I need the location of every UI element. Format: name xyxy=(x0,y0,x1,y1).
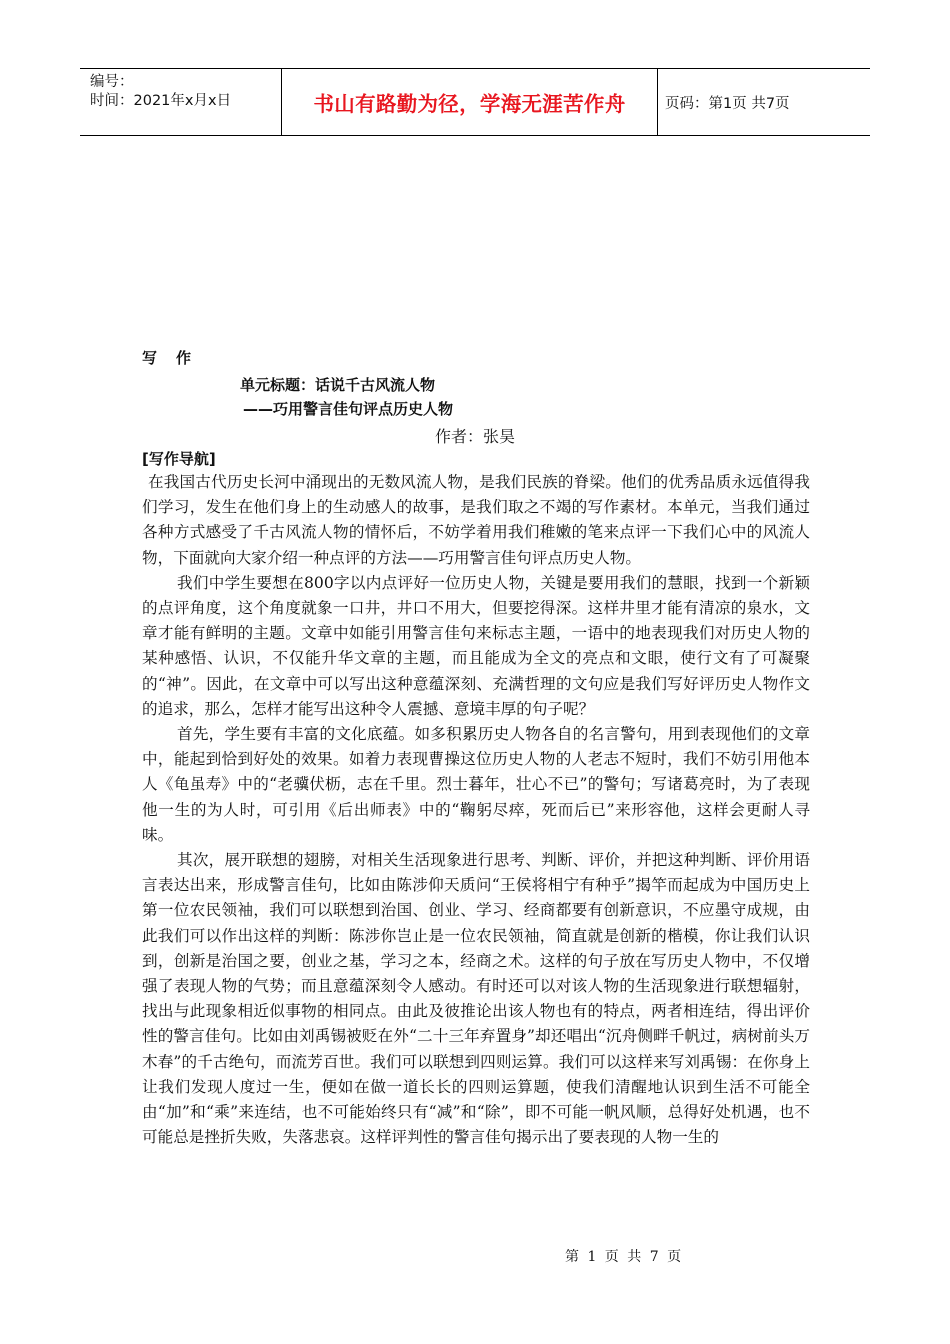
author-line: 作者：张昊 xyxy=(435,427,516,446)
unit-title: 单元标题：话说千古风流人物 xyxy=(240,376,436,394)
paragraph-2: 我们中学生要想在800字以内点评好一位历史人物，关键是要用我们的慧眼，找到一个新颖的点评角度，这个角度就象一口井，井口不用大，但要挖得深。这样井里才能有清凉的泉水，文章才能有鲜明的主题。文章中如能引用警言佳句来标志主题，一语中的地表现我们对历史人物的某种感悟、认识，不仅能升华文章的主题，而且能成为全文的亮点和文眼，使行文有了可凝聚的“神”。因此，在文章中可以写出这种意蕴深刻、充满哲理的文句应是我们写好评历史人物作文的追求，那么，怎样才能写出这种令人震撼、意境丰厚的句子呢？ xyxy=(142,573,810,718)
article-body xyxy=(142,470,810,1150)
section-heading: 写作 xyxy=(142,349,211,367)
header-motto: 书山有路勤为径，学海无涯苦作舟 xyxy=(282,69,658,135)
header-page-code: 页码：第1页 共7页 xyxy=(665,95,790,112)
writing-guide-heading: [写作导航] xyxy=(142,450,216,468)
paragraph-4: 其次，展开联想的翅膀，对相关生活现象进行思考、判断、评价，并把这种判断、评价用语言表达出来，形成警言佳句，比如由陈涉仰天质问“王侯将相宁有种乎”揭竿而起成为中国历史上第一位农民领袖，我们可以联想到治国、创业、学习、经商都要有创新意识，不应墨守成规，由此我们可以作出这样的判断：陈涉你岂止是一位农民领袖，简直就是创新的楷模，你让我们认识到，创新是治国之要，创业之基，学习之本，经商之术。这样的句子放在写历史人物中，不仅增强了表现人物的气势；而且意蕴深刻令人感动。有时还可以对该人物的生活现象进行联想辐射，找出与此现象相近似事物的相同点。由此及彼推论出该人物也有的特点，两者相连结，得出评价性的警言佳句。比如由刘禹锡被贬在外“二十三年弃置身”却还唱出“沉舟侧畔千帆过，病树前头万木春”的千古绝句，而流芳百世。我们可以联想到四则运算。我们可以这样来写刘禹锡：在你身上让我们发现人度过一生，便如在做一道长长的四则运算题，使我们清醒地认识到生活不可能全由“加”和“乘”来连结，也不可能始终只有“减”和“除”，即不可能一帆风顺，总得好处机遇，也不可能总是挫折失败，失落悲哀。这样评判性的警言佳句揭示出了要表现的人物一生的 xyxy=(142,851,810,1147)
paragraph-3: 首先，学生要有丰富的文化底蕴。如多积累历史人物各自的名言警句，用到表现他们的文章中，能起到恰到好处的效果。如着力表现曹操这位历史人物的人老志不短时，我们不妨引用他本人《龟虽寿》中的“老骥伏枥，志在千里。烈士暮年，壮心不已”的警句；写诸葛亮时，为了表现他一生的为人时，可引用《后出师表》中的“鞠躬尽瘁，死而后已”来形容他，这样会更耐人寻味。 xyxy=(142,725,810,844)
header-meta xyxy=(80,69,282,135)
page-header xyxy=(80,68,870,136)
document-number-label: 编号： xyxy=(90,74,134,90)
page-footer: 第 1 页 共 7 页 xyxy=(565,1249,682,1265)
paragraph-1: 在我国古代历史长河中涌现出的无数风流人物，是我们民族的脊梁。他们的优秀品质永远值得我们学习，发生在他们身上的生动感人的故事，是我们取之不竭的写作素材。本单元，当我们通过各种方式感受了千古风流人物的情怀后，不妨学着用我们稚嫩的笔来点评一下我们心中的风流人物，下面就向大家介绍一种点评的方法——巧用警言佳句评点历史人物。 xyxy=(142,473,810,567)
sub-title: ——巧用警言佳句评点历史人物 xyxy=(243,400,454,418)
document-date: 时间：2021年x月x日 xyxy=(90,93,232,109)
